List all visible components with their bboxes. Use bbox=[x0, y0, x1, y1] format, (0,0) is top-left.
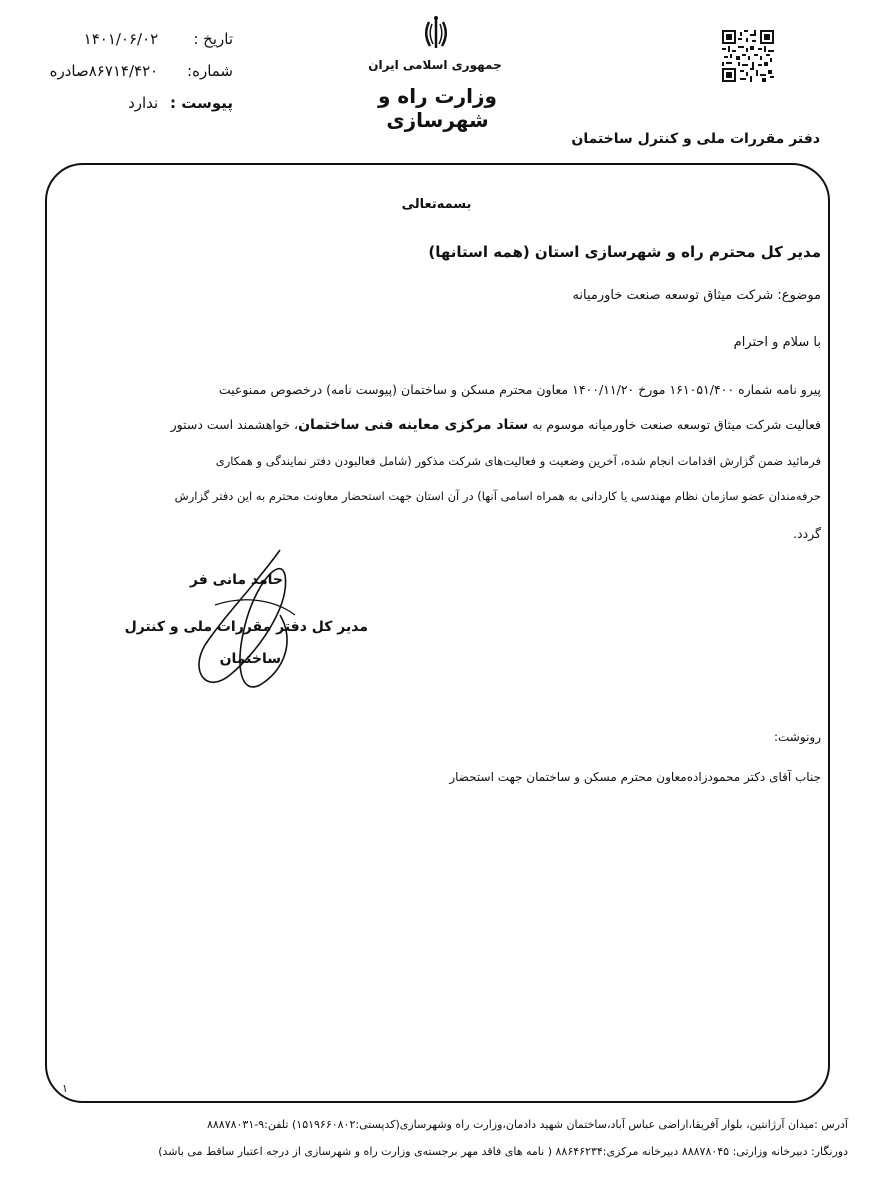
number-row bbox=[50, 62, 233, 80]
subject-line: موضوع: شرکت میثاق توسعه صنعت خاورمیانه bbox=[572, 288, 821, 303]
attachment-row bbox=[128, 94, 233, 112]
cc-recipient: جناب آقای دکتر محمودزاده‌معاون محترم مسکن و ساختمان جهت استحضار bbox=[449, 770, 821, 784]
page-number: ۱ bbox=[62, 1082, 68, 1095]
recipient: مدیر کل محترم راه و شهرسازی استان (همه استانها) bbox=[428, 243, 821, 261]
invocation: بسمه‌تعالی bbox=[401, 197, 472, 212]
signatory-name: حامد مانی فر bbox=[189, 572, 283, 588]
body-line-5: گردد. bbox=[793, 526, 821, 541]
number-value: ۸۶۷۱۴/۴۲۰صادره bbox=[49, 62, 159, 80]
signatory-title-continued: ساختمان bbox=[219, 651, 281, 667]
signatory-title: مدیر کل دفتر مقررات ملی و کنترل bbox=[124, 619, 368, 635]
body-line-2-emphasis: ستاد مرکزی معاینه فنی ساختمان bbox=[298, 417, 529, 433]
body-line-4: حرفه‌مندان عضو سازمان نظام مهندسی یا کاردانی به همراه اسامی آنها) در آن استان جهت استحضار معاونت محترم به این دفتر گزارش bbox=[174, 489, 821, 503]
date-label: تاریخ : bbox=[193, 30, 233, 48]
office-title: دفتر مقررات ملی و کنترل ساختمان bbox=[571, 131, 820, 147]
footer-fax: دورنگار: دبیرخانه وزارتی: ۸۸۸۷۸۰۴۵ دبیرخانه مرکزی:۸۸۶۴۶۲۳۴ ( نامه های فاقد مهر برجسته‌ی وزارت راه و شهرسازی از درجه اعتبار ساقط می باشد) bbox=[158, 1145, 848, 1158]
date-value: ۱۴۰۱/۰۶/۰۲ bbox=[83, 30, 159, 48]
number-label: شماره: bbox=[187, 62, 233, 80]
cc-label: رونوشت: bbox=[773, 730, 821, 744]
greeting: با سلام و احترام bbox=[733, 335, 821, 350]
attachment-label: پیوست : bbox=[169, 94, 233, 112]
body-line-2 bbox=[171, 417, 821, 433]
qr-code-icon bbox=[722, 30, 774, 82]
date-row bbox=[84, 30, 233, 48]
attachment-value: ندارد bbox=[128, 94, 159, 112]
body-line-2-start: فعالیت شرکت میثاق توسعه صنعت خاورمیانه موسوم به bbox=[528, 417, 821, 432]
country-name: جمهوری اسلامی ایران bbox=[368, 58, 502, 72]
body-line-1: پیرو نامه شماره ۱۶۱۰۵۱/۴۰۰ مورخ ۱۴۰۰/۱۱/۲۰ معاون محترم مسکن و ساختمان (پیوست نامه) درخصوص ممنوعیت bbox=[218, 382, 821, 397]
body-line-2-end: ، خواهشمند است دستور bbox=[170, 417, 299, 432]
ministry-name: وزارت راه و شهرسازی bbox=[378, 84, 497, 132]
body-line-3: فرمائید ضمن گزارش اقدامات انجام شده، آخرین وضعیت و فعالیت‌های شرکت مذکور (شامل فعالبودن دفتر نمایندگی و همکاری bbox=[215, 454, 821, 468]
iran-emblem-icon bbox=[420, 14, 452, 54]
footer-address: آدرس :میدان آرژانتین، بلوار آفریقا،اراضی عباس آباد،ساختمان شهید دادمان،وزارت راه وشهرسازی(کدپستی:۱۵۱۹۶۶۰۸۰۲) تلفن:۹-۸۸۸۷۸۰۳۱ bbox=[206, 1118, 848, 1131]
